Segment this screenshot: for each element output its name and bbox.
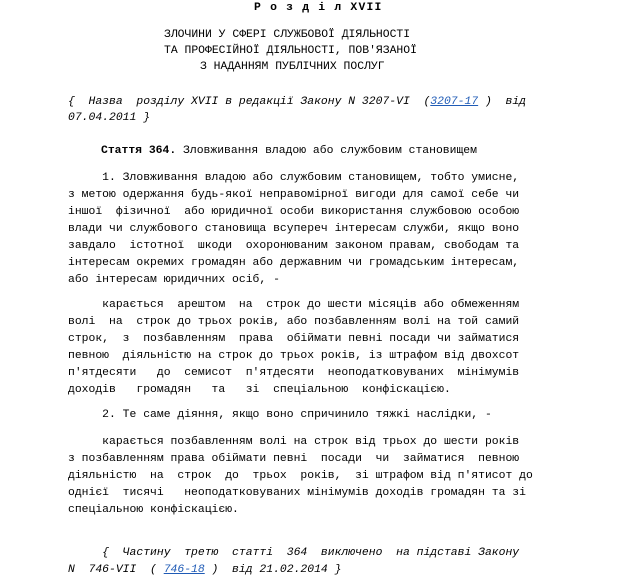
law-746-18-link[interactable]: 746-18	[163, 564, 205, 576]
exclusion-note-line-2	[68, 562, 341, 578]
section-amendment-note	[68, 94, 526, 110]
part1-line: з метою одержання будь-якої неправомірної вигоди для самої себе чи	[68, 189, 520, 201]
exclusion-text-suffix: ) від 21.02.2014 }	[204, 564, 342, 576]
section-title-line-2: ТА ПРОФЕСІЙНОЇ ДІЯЛЬНОСТІ, ПОВ'ЯЗАНОЇ	[164, 45, 417, 57]
part1-line: 1. Зловживання владою або службовим становищем, тобто умисне,	[68, 172, 520, 184]
article-label: Стаття 364.	[101, 145, 177, 157]
part2-penalty-line: спеціальною конфіскацією.	[68, 504, 239, 516]
part1-penalty-line: п'ятдесяти до семисот п'ятдесяти неоподатковуваних мінімумів	[68, 367, 520, 379]
part2-penalty-line: однієї тисячі неоподатковуваних мінімумів доходів громадян та зі	[68, 487, 526, 499]
part1-penalty-line: строк, з позбавленням права обіймати певні посади чи займатися	[68, 333, 520, 345]
part1-line: інтересам окремих громадян або державним чи громадським інтересам,	[68, 257, 520, 269]
section-heading: Р о з д і л XVII	[254, 2, 383, 14]
exclusion-note-line-1: { Частину третю статті 364 виключено на підставі Закону	[68, 547, 520, 559]
article-heading	[101, 143, 477, 159]
part1-penalty-line: доходів громадян та зі спеціальною конфіскацією.	[68, 384, 451, 396]
part1-line: завдало істотної шкоди охоронюваним законом правам, свободам та	[68, 240, 520, 252]
part1-line: влади чи службового становища всупереч інтересам служби, якщо воно	[68, 223, 520, 235]
part1-line: іншої фізичної або юридичної особи використання службовою особою	[68, 206, 520, 218]
part1-penalty-line: карається арештом на строк до шести місяців або обмеженням	[68, 299, 520, 311]
part1-penalty-line: волі на строк до трьох років, або позбавленням волі на той самий	[68, 316, 520, 328]
part1-line: або інтересам юридичних осіб, -	[68, 274, 280, 286]
part2-penalty-line: з позбавленням права обіймати певні посади чи займатися певною	[68, 453, 520, 465]
section-amendment-date: 07.04.2011 }	[68, 112, 151, 124]
part2-penalty-line: карається позбавленням волі на строк від трьох до шести років	[68, 436, 520, 448]
exclusion-text-prefix: N 746-VII (	[68, 564, 164, 576]
amendment-text-prefix: { Назва розділу XVII в редакції Закону N 3207-VI (	[68, 96, 431, 108]
article-title: Зловживання владою або службовим становищем	[176, 145, 477, 157]
part2-penalty-line: діяльністю на строк до трьох років, зі штрафом від п'ятисот до	[68, 470, 533, 482]
section-title-line-1: ЗЛОЧИНИ У СФЕРІ СЛУЖБОВОЇ ДІЯЛЬНОСТІ	[164, 29, 411, 41]
amendment-text-suffix: ) від	[478, 96, 526, 108]
part1-penalty-line: певною діяльністю на строк до трьох років, із штрафом від двохсот	[68, 350, 520, 362]
section-title-line-3: З НАДАННЯМ ПУБЛІЧНИХ ПОСЛУГ	[200, 61, 385, 73]
part2-line: 2. Те саме діяння, якщо воно спричинило тяжкі наслідки, -	[68, 409, 492, 421]
law-3207-17-link[interactable]: 3207-17	[430, 96, 479, 108]
